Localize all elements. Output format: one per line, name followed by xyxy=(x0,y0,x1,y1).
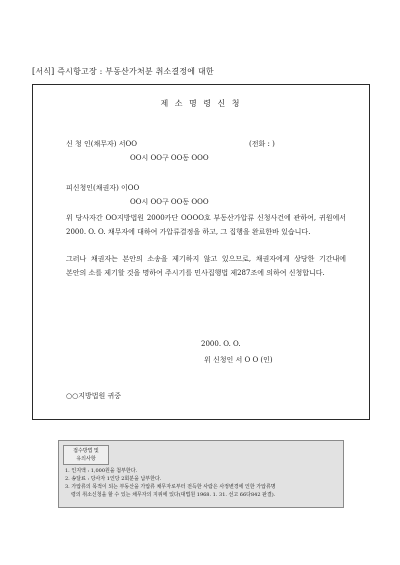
applicant-signature: 위 신청인 서 O O (인) xyxy=(204,356,273,364)
notes-item: 2. 송달료 : 당사자 1인당 2회분을 납부한다. xyxy=(65,476,162,482)
application-form xyxy=(32,84,370,420)
notes-label xyxy=(63,445,109,465)
respondent-label: 피신청인(채권자) 이OO xyxy=(66,184,140,192)
body-paragraph-2: 그러나 채권자는 본안의 소송을 제기하지 않고 있으므로, 채권자에게 상당한 기간내에 본안의 소를 제기할 것을 명하여 주시기를 민사집행법 제287조에 의하여 신청합니다. xyxy=(66,255,346,277)
notes-label-line1: 접수방법 및 xyxy=(73,448,99,454)
filing-notes-box xyxy=(58,440,344,508)
notes-label-line2: 유의사항 xyxy=(76,456,96,462)
form-title: 제 소 명 령 신 청 xyxy=(160,99,242,108)
notes-list xyxy=(65,467,339,499)
document-header-title: [서식] 즉시항고장 : 부동산가처분 취소결정에 대한 xyxy=(32,67,214,76)
court-addressee: ○○지방법원 귀중 xyxy=(66,392,122,400)
filing-date: 2000. O. O. xyxy=(201,340,241,348)
notes-item: 3. 가압류의 목적이 되는 부동산을 가압류 채무자로부터 전득한 사람은 사정변경에 인한 가압류명 xyxy=(65,484,276,490)
applicant-address: OO시 OO구 OO동 OOO xyxy=(130,154,209,162)
body-paragraph-1: 위 당사자간 OO지방법원 2000카단 OOOO호 부동산가압류 신청사건에 관하여, 귀원에서 2000. O. O. 채무자에 대하여 가압류결정을 하고, 그 집행을 완료한바 있습니다. xyxy=(66,214,346,236)
applicant-label: 신 청 인(채무자) 서OO xyxy=(66,140,137,148)
respondent-address: OO시 OO구 OO동 OOO xyxy=(130,198,209,206)
notes-item: 령의 취소신청을 할 수 있는 채무자의 지위에 있다(대법원 1968. 1. 31. 선고 66다842 판결). xyxy=(71,492,276,498)
notes-item: 1. 인지액 : 1,000원을 첨부한다. xyxy=(65,468,138,474)
applicant-phone: (전화 : ) xyxy=(249,140,275,148)
